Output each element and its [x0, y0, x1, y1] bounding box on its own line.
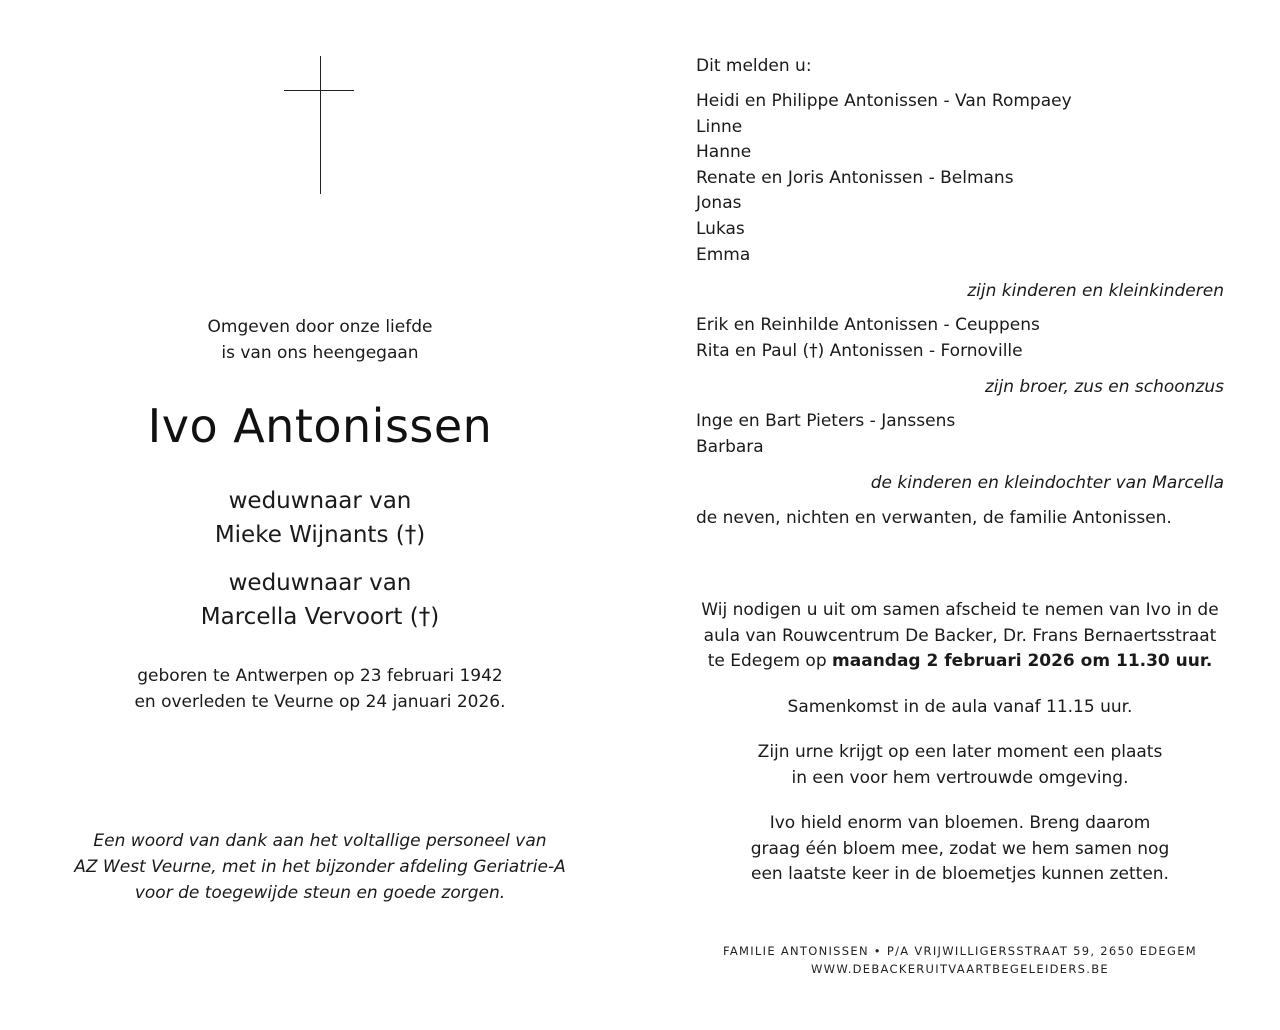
family-group-1 [696, 89, 1224, 268]
family-line: Erik en Reinhilde Antonissen - Ceuppens [696, 315, 1040, 335]
relation-label-1: zijn kinderen en kleinkinderen [967, 281, 1224, 301]
flowers-line-3: een laatste keer in de bloemetjes kunnen zetten. [751, 864, 1169, 885]
urn-line-1: Zijn urne krijgt op een later moment een plaats [757, 742, 1163, 762]
urn-text [690, 740, 1230, 791]
footer-website: WWW.DEBACKERUITVAARTBEGELEIDERS.BE [811, 962, 1109, 976]
urn-line-2: in een voor hem vertrouwde omgeving. [791, 767, 1129, 788]
ceremony-datetime: maandag 2 februari 2026 om 11.30 uur. [832, 651, 1213, 672]
thanks-line-1: Een woord van dank aan het voltallige personeel van [93, 831, 547, 851]
intro-line-2: is van ons heengegaan [221, 343, 419, 363]
birth-line: geboren te Antwerpen op 23 februari 1942 [137, 666, 503, 686]
thanks-line-3: voor de toegewijde steun en goede zorgen. [134, 883, 506, 903]
gathering-text: Samenkomst in de aula vanaf 11.15 uur. [787, 697, 1133, 717]
invite-line-3-prefix: te Edegem op [707, 651, 833, 672]
grandchild-line: Linne [696, 116, 743, 137]
thanks-text [40, 828, 600, 906]
invite-line-3 [690, 649, 1230, 675]
family-line: Rita en Paul (†) Antonissen - Fornoville [696, 340, 1023, 361]
family-group-3 [696, 409, 1224, 460]
relation-label-2: zijn broer, zus en schoonzus [984, 377, 1224, 397]
thanks-line-2: AZ West Veurne, met in het bijzonder afdeling Geriatrie-A [74, 857, 566, 877]
flowers-text [690, 811, 1230, 888]
death-line: en overleden te Veurne op 24 januari 2026. [134, 692, 506, 712]
family-line: Heidi en Philippe Antonissen - Van Rompaey [696, 91, 1072, 111]
family-line: Inge en Bart Pieters - Janssens [696, 411, 956, 431]
flowers-line-1: Ivo hield enorm van bloemen. Breng daarom [769, 813, 1151, 833]
footer-address: FAMILIE ANTONISSEN • P/A VRIJWILLIGERSSTRAAT 59, 2650 EDEGEM [722, 944, 1197, 958]
cross-vertical [320, 56, 321, 194]
spouse-2 [40, 566, 600, 634]
grandchild-line: Jonas [696, 193, 742, 214]
life-dates [40, 663, 600, 715]
deceased-name: Ivo Antonissen [147, 399, 493, 453]
flowers-line-2: graag één bloem mee, zodat we hem samen nog [750, 838, 1170, 859]
spouse-2-label: weduwnaar van [228, 570, 412, 596]
intro-text [40, 314, 600, 366]
invite-line-1: Wij nodigen u uit om samen afscheid te nemen van Ivo in de [701, 600, 1219, 620]
grandchild-line: Hanne [696, 142, 752, 163]
invite-line-2: aula van Rouwcentrum De Backer, Dr. Frans Bernaertsstraat [703, 625, 1217, 646]
invitation-text [690, 598, 1230, 675]
family-line: Renate en Joris Antonissen - Belmans [696, 167, 1014, 188]
closing-line: de neven, nichten en verwanten, de familie Antonissen. [696, 508, 1172, 528]
spouse-1-label: weduwnaar van [228, 488, 412, 514]
spouse-1 [40, 484, 600, 552]
grandchild-line: Emma [696, 244, 751, 265]
footer [700, 942, 1220, 978]
spouse-1-name: Mieke Wijnants (†) [214, 522, 426, 548]
intro-line-1: Omgeven door onze liefde [207, 317, 433, 337]
grandchild-line: Lukas [696, 218, 745, 239]
grandchild-line: Barbara [696, 436, 764, 457]
spouse-2-name: Marcella Vervoort (†) [200, 604, 440, 630]
announcement-header: Dit melden u: [696, 56, 812, 76]
family-group-2 [696, 313, 1224, 364]
cross-horizontal [284, 90, 354, 91]
relation-label-3: de kinderen en kleindochter van Marcella [870, 473, 1224, 493]
